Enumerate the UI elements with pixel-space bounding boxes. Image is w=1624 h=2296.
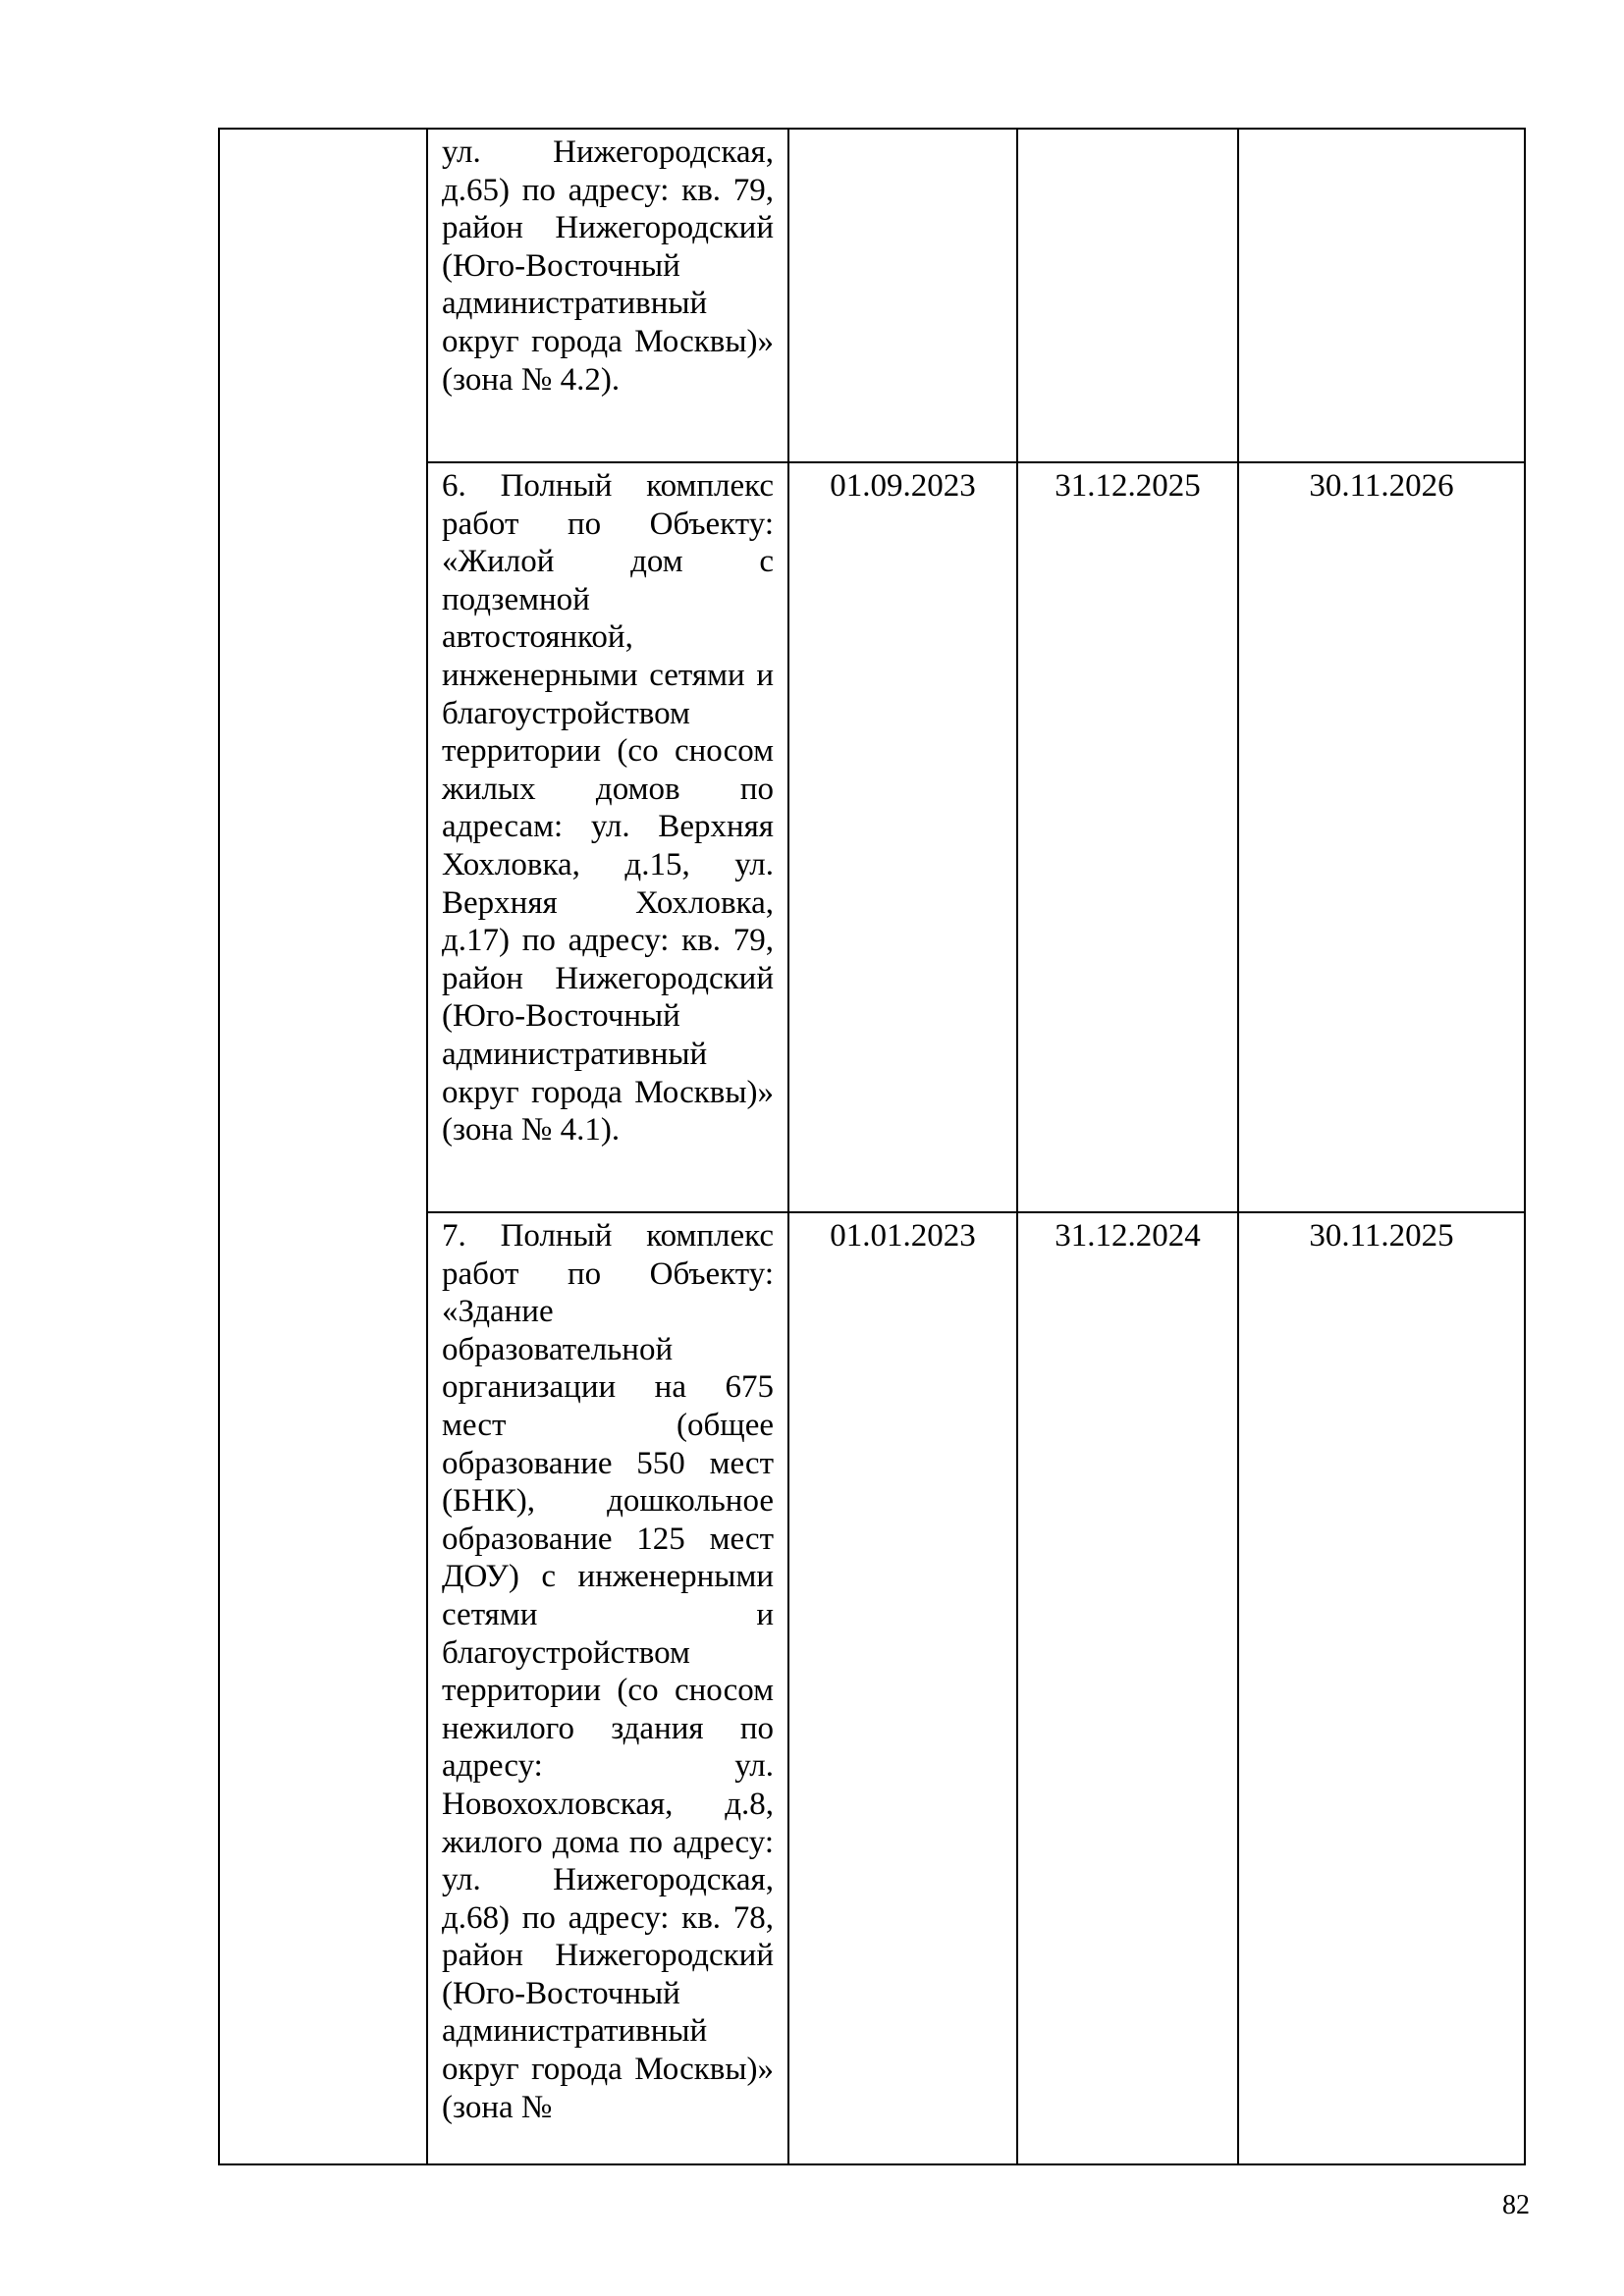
final-date-cell [1238,462,1525,1212]
object-description: 7. Полный комплекс работ по Объекту: «Здание образовательной организации на 675 мест (общее образование 550 мест (БНК), дошкольное образование 125 мест ДОУ) с инженерными сетями и благоустройством территории (со сносом нежилого здания по адресу: ул. Новохохловская, д.8, жилого дома по адресу: ул. Нижегородская, д.68) по адресу: кв. 78, район Нижегородский (Юго-Восточный административный округ города Москвы)» (зона № [442,1218,774,2125]
start-date-cell [788,462,1017,1212]
final-date [1239,130,1524,133]
end-date: 31.12.2024 [1055,1218,1201,1254]
table-row [219,129,1525,462]
page-number: 82 [1502,2190,1530,2220]
start-date: 01.09.2023 [830,468,976,504]
end-date-cell [1017,462,1238,1212]
final-date: 30.11.2026 [1309,468,1454,504]
end-date-cell [1017,129,1238,462]
object-description-cell [427,129,788,462]
start-date: 01.01.2023 [830,1218,976,1254]
final-date: 30.11.2025 [1309,1218,1454,1254]
object-description: 6. Полный комплекс работ по Объекту: «Жилой дом с подземной автостоянкой, инженерными сетями и благоустройством территории (со сносом жилых домов по адресам: ул. Верхняя Хохловка, д.15, ул. Верхняя Хохловка, д.17) по адресу: кв. 79, район Нижегородский (Юго-Восточный административный округ города Москвы)» (зона № 4.1). [442,468,774,1148]
end-date: 31.12.2025 [1055,468,1201,504]
end-date [1018,130,1237,133]
object-description-cell [427,1212,788,2164]
start-date-cell [788,1212,1017,2164]
final-date-cell [1238,1212,1525,2164]
start-date [789,130,1016,133]
section-cell-empty [219,129,427,2164]
final-date-cell [1238,129,1525,462]
schedule-table [218,128,1526,2165]
start-date-cell [788,129,1017,462]
object-description: ул. Нижегородская, д.65) по адресу: кв. 79, район Нижегородский (Юго-Восточный административный округ города Москвы)» (зона № 4.2). [442,134,774,398]
end-date-cell [1017,1212,1238,2164]
object-description-cell [427,462,788,1212]
